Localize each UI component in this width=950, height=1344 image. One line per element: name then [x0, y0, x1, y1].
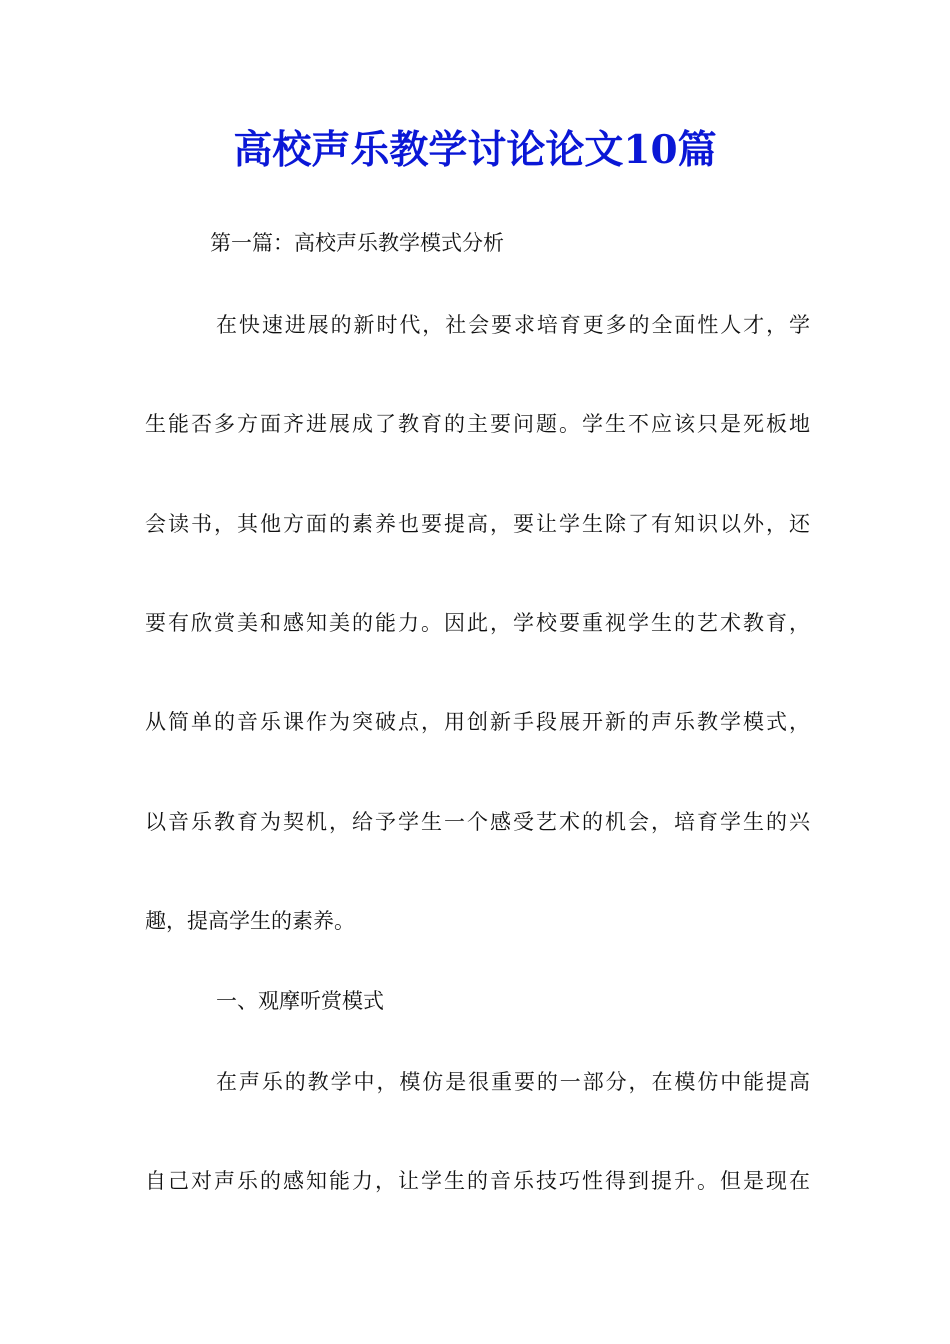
- subheading: 一、观摩听赏模式: [216, 989, 384, 1013]
- paragraph-line: 会读书，其他方面的素养也要提高，要让学生除了有知识以外，还: [145, 512, 810, 536]
- paragraph-line: 以音乐教育为契机，给予学生一个感受艺术的机会，培育学生的兴: [145, 810, 810, 834]
- paragraph-line: 自己对声乐的感知能力，让学生的音乐技巧性得到提升。但是现在: [145, 1169, 810, 1193]
- section-heading: 第一篇：高校声乐教学模式分析: [210, 231, 504, 255]
- paragraph-line-last: 趣，提高学生的素养。: [145, 909, 355, 933]
- document-title: 高校声乐教学讨论论文10篇: [233, 127, 717, 173]
- paragraph-line: 在声乐的教学中，模仿是很重要的一部分，在模仿中能提高: [216, 1070, 810, 1094]
- paragraph-line: 生能否多方面齐进展成了教育的主要问题。学生不应该只是死板地: [145, 412, 810, 436]
- paragraph-line: 从简单的音乐课作为突破点，用创新手段展开新的声乐教学模式，: [145, 710, 810, 734]
- paragraph-line: 要有欣赏美和感知美的能力。因此，学校要重视学生的艺术教育，: [145, 611, 810, 635]
- paragraph-line: 在快速进展的新时代，社会要求培育更多的全面性人才，学: [216, 313, 810, 337]
